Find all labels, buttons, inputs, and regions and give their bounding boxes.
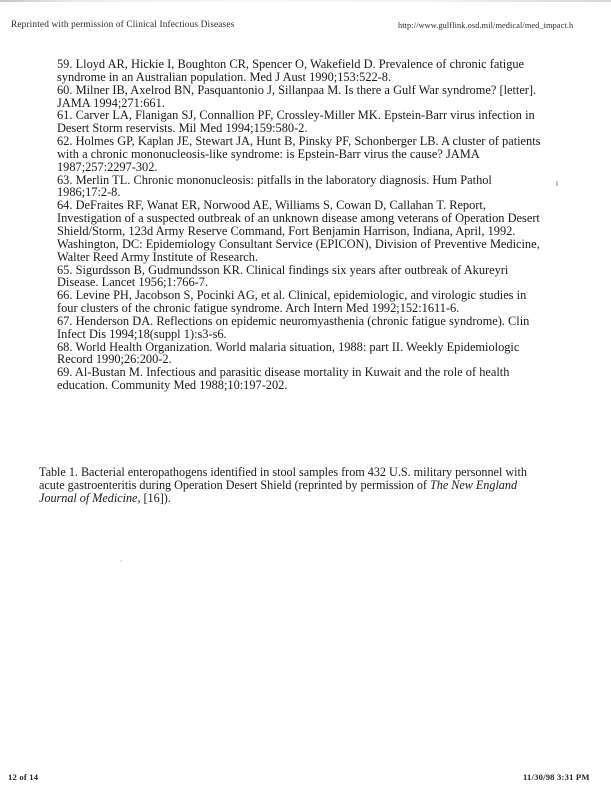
scan-speck-artifact-secondary bbox=[120, 560, 122, 562]
scan-speck-artifact bbox=[556, 181, 558, 186]
table-caption-lead: Table 1. Bacterial enteropathogens identified in stool samples from 432 U.S. military personnel with acute gastroenteritis during Operation Desert Shield (reprinted by permission of bbox=[39, 465, 527, 493]
reference-entry-59: 59. Lloyd AR, Hickie I, Boughton CR, Spencer O, Wakefield D. Prevalence of chronic fatigue syndrome in an Australian population. Med J Aust 1990;153:522-8. bbox=[57, 57, 525, 84]
footer-page-indicator: 12 of 14 bbox=[8, 772, 39, 782]
reference-entry-67: 67. Henderson DA. Reflections on epidemic neuromyasthenia (chronic fatigue syndrome). Clin Infect Dis 1994;18(suppl 1):s3-s6. bbox=[57, 313, 530, 341]
reference-entry-60: 60. Milner IB, Axelrod BN, Pasquantonio J, Sillanpaa M. Is there a Gulf War syndrome? [letter]. JAMA 1994;271:661. bbox=[57, 82, 537, 110]
header-source-url: http://www.gulflink.osd.mil/medical/med_impact.h bbox=[398, 20, 574, 30]
print-header bbox=[0, 20, 611, 34]
reference-list bbox=[57, 58, 549, 392]
reference-entry-63: 63. Merlin TL. Chronic mononucleosis: pitfalls in the laboratory diagnosis. Hum Pathol 1986;17:2-8. bbox=[57, 172, 492, 200]
table-caption-journal-title: The New England Journal of Medicine bbox=[39, 478, 518, 506]
print-footer bbox=[0, 772, 611, 786]
footer-print-timestamp: 11/30/98 3:31 PM bbox=[523, 772, 590, 782]
reference-entry-66: 66. Levine PH, Jacobson S, Pocinki AG, et al. Clinical, epidemiologic, and virologic studies in four clusters of the chronic fatigue syndrome. Arch Intern Med 1992;152:1611-6. bbox=[57, 288, 527, 316]
reference-entry-65: 65. Sigurdsson B, Gudmundsson KR. Clinical findings six years after outbreak of Akureyri Disease. Lancet 1956;1:766-7. bbox=[57, 262, 509, 290]
reference-entry-68: 68. World Health Organization. World malaria situation, 1988: part II. Weekly Epidemiologic Record 1990;26:200-2. bbox=[57, 339, 520, 367]
reference-entry-61: 61. Carver LA, Flanigan SJ, Connallion PF, Crossley-Miller MK. Epstein-Barr virus infection in Desert Storm reservists. Mil Med 1994;159:580-2. bbox=[57, 108, 535, 136]
table-caption-tail: , [16]). bbox=[137, 491, 171, 506]
reference-entry-62: 62. Holmes GP, Kaplan JE, Stewart JA, Hunt B, Pinsky PF, Schonberger LB. A cluster of patients with a chronic mononucleosis-like syndrome: is Epstein-Barr virus the cause? JAMA 1987;257:2297-302. bbox=[57, 134, 541, 174]
reference-entry-64: 64. DeFraites RF, Wanat ER, Norwood AE, Williams S, Cowan D, Callahan T. Report, Investigation of a suspected outbreak of an unknown disease among veterans of Operation Desert Shield/Storm, 123d Army Reserve Command, Fort Benjamin Harrison, Indiana, April, 1992. Washington, DC: Epidemiology Consultant Service (EPICON), Division of Preventive Medicine, Walter Reed Army Institute of Research. bbox=[57, 198, 540, 264]
header-reprint-notice: Reprinted with permission of Clinical Infectious Diseases bbox=[11, 20, 235, 30]
table-1-body-region bbox=[39, 515, 555, 745]
table-1-caption bbox=[39, 466, 555, 505]
scan-edge-artifact bbox=[0, 0, 611, 2]
reference-entry-69: 69. Al-Bustan M. Infectious and parasitic disease mortality in Kuwait and the role of health education. Community Med 1988;10:197-202. bbox=[57, 365, 510, 393]
